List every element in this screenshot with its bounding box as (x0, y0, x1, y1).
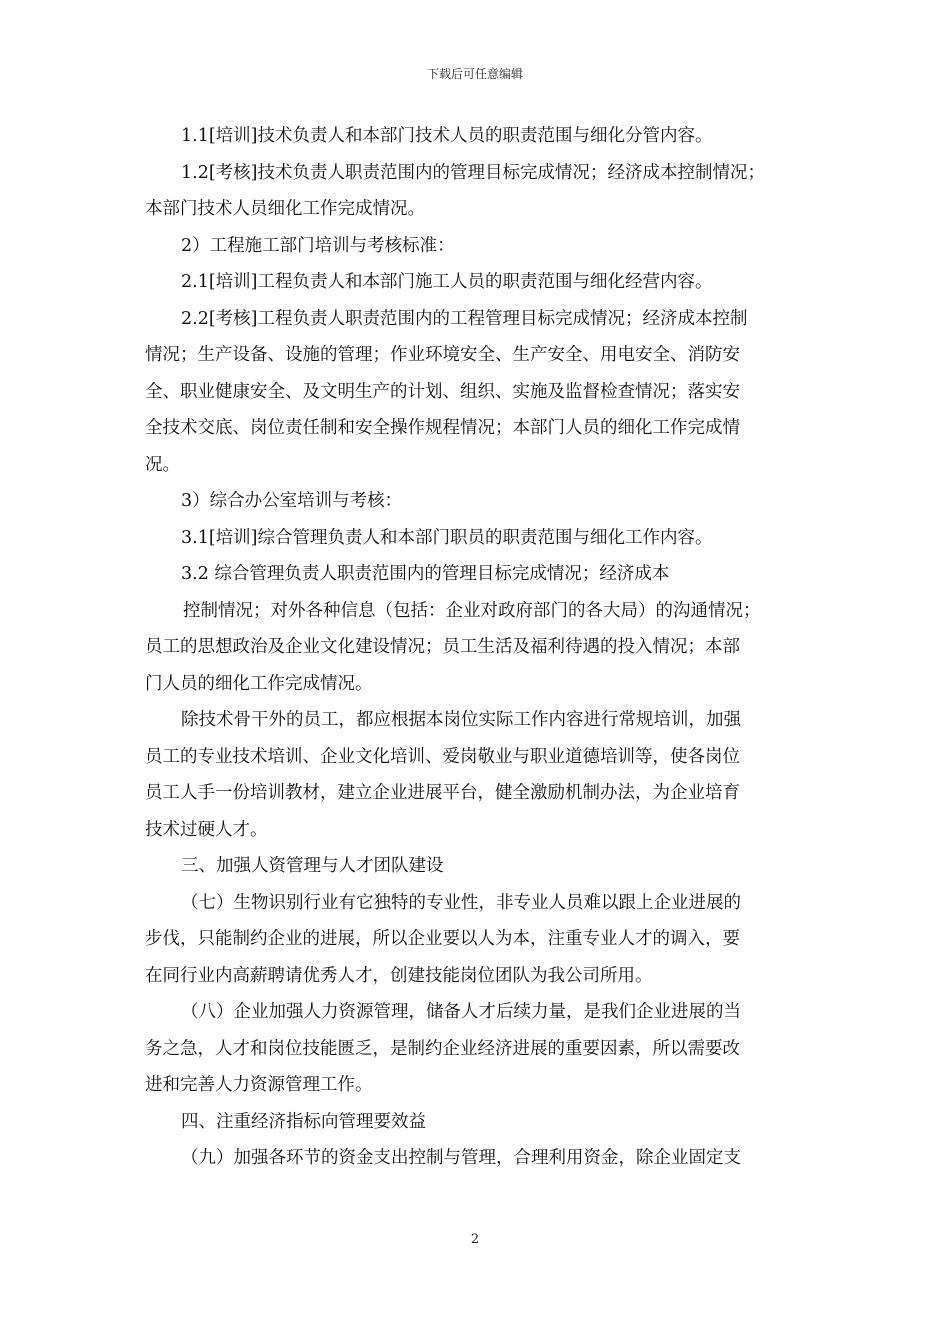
text-line: 3.2 综合管理负责人职责范围内的管理目标完成情况；经济成本 (181, 564, 670, 584)
page-header: 下载后可任意编辑 (426, 67, 523, 81)
document-body (145, 118, 821, 1177)
text-line: 进和完善人力资源管理工作。 (145, 1075, 373, 1095)
text-line: 在同行业内高薪聘请优秀人才，创建技能岗位团队为我公司所用。 (145, 965, 653, 986)
text-line: 技术过硬人才。 (145, 819, 268, 840)
page-number: 2 (470, 1232, 480, 1247)
text-line: （九）加强各环节的资金支出控制与管理，合理利用资金，除企业固定支 (181, 1148, 741, 1168)
text-line: 全技术交底、岗位责任制和安全操作规程情况；本部门人员的细化工作完成情 (145, 418, 740, 438)
text-line: 务之急，人才和岗位技能匮乏，是制约企业经济进展的重要因素，所以需要改 (145, 1038, 740, 1059)
text-line: 员工人手一份培训教材，建立企业进展平台，健全激励机制办法，为企业培育 (145, 783, 740, 803)
text-line: 全、职业健康安全、及文明生产的计划、组织、实施及监督检查情况；落实安 (145, 381, 740, 402)
text-line: 门人员的细化工作完成情况。 (145, 673, 373, 694)
text-line: 3.1[培训]综合管理负责人和本部门职员的职责范围与细化工作内容。 (181, 527, 713, 548)
text-line: 况。 (145, 454, 180, 475)
text-line: 2.1[培训]工程负责人和本部门施工人员的职责范围与细化经营内容。 (181, 272, 713, 292)
text-line: 3）综合办公室培训与考核： (181, 491, 403, 511)
text-line: 2）工程施工部门培训与考核标准： (181, 235, 455, 256)
text-line: 步伐，只能制约企业的进展，所以企业要以人为本，注重专业人才的调入，要 (145, 929, 740, 949)
text-line: 2.2[考核]工程负责人职责范围内的工程管理目标完成情况；经济成本控制 (181, 308, 748, 329)
text-line: 员工的专业技术培训、企业文化培训、爱岗敬业与职业道德培训等，使各岗位 (145, 746, 740, 767)
text-line: 1.1[培训]技术负责人和本部门技术人员的职责范围与细化分管内容。 (181, 126, 713, 146)
text-line: 控制情况；对外各种信息（包括：企业对政府部门的各大局）的沟通情况； (183, 600, 761, 621)
text-line: 1.2[考核]技术负责人职责范围内的管理目标完成情况；经济成本控制情况； (181, 162, 765, 183)
text-line: 除技术骨干外的员工，都应根据本岗位实际工作内容进行常规培训，加强 (181, 710, 741, 730)
text-line: （八）企业加强人力资源管理，储备人才后续力量，是我们企业进展的当 (181, 1002, 741, 1022)
section-heading: 三、加强人资管理与人才团队建设 (181, 856, 444, 876)
text-line: 本部门技术人员细化工作完成情况。 (145, 199, 425, 219)
text-line: 员工的思想政治及企业文化建设情况；员工生活及福利待遇的投入情况；本部 (145, 637, 740, 657)
text-line: 情况；生产设备、设施的管理；作业环境安全、生产安全、用电安全、消防安 (145, 345, 740, 365)
section-heading: 四、注重经济指标向管理要效益 (181, 1111, 426, 1132)
text-line: （七）生物识别行业有它独特的专业性，非专业人员难以跟上企业进展的 (181, 892, 741, 913)
